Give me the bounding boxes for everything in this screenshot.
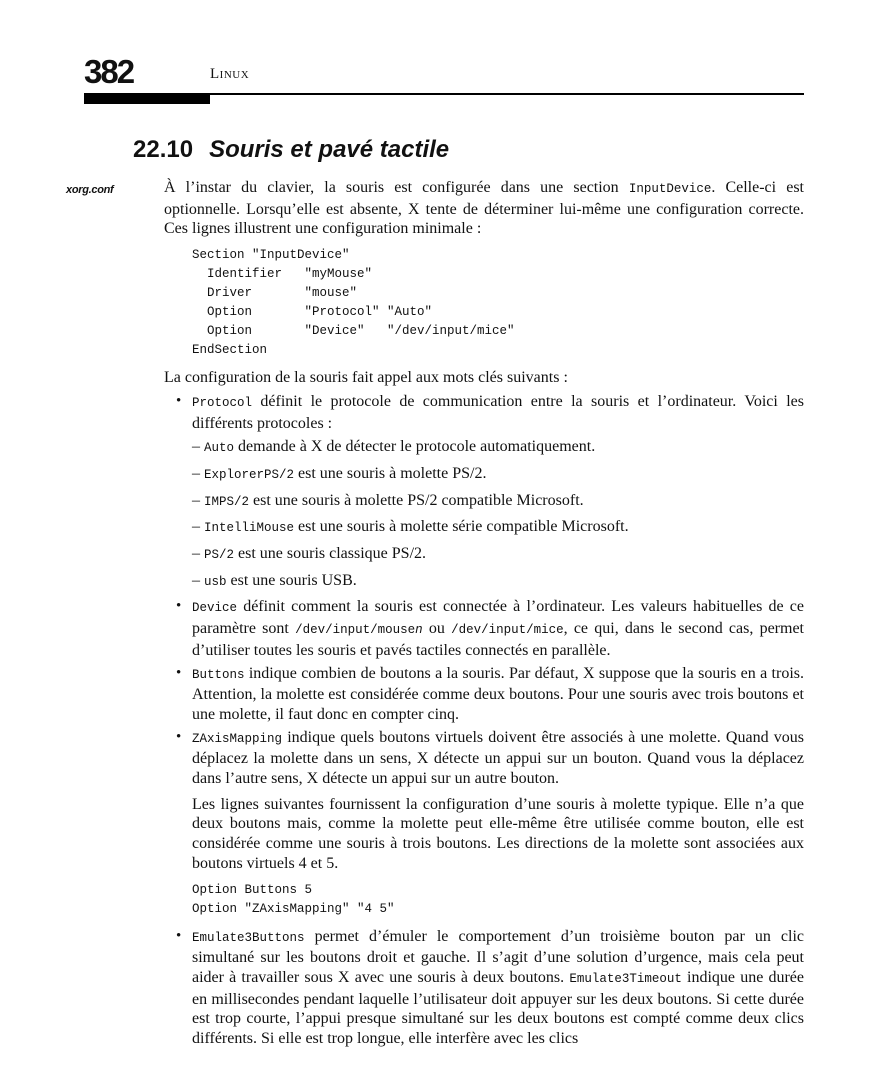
list-item: – Auto demande à X de détecter le protocole automatiquement. bbox=[192, 438, 596, 456]
inline-code: InputDevice bbox=[628, 182, 712, 196]
header-rule-tab bbox=[84, 95, 210, 104]
list-item-text bbox=[192, 927, 804, 1049]
list-item-zaxismapping bbox=[164, 728, 804, 919]
inline-code: Emulate3Timeout bbox=[569, 971, 682, 986]
intro-text: . Celle-ci est optionnelle. Lorsqu’elle est absente, X tente de déterminer lui-même une configuration correcte. Ces lignes illustrent une configuration minimale : bbox=[164, 179, 804, 238]
section-number: 22.10 bbox=[133, 136, 194, 163]
list-item-text bbox=[192, 728, 804, 789]
inline-code: usb bbox=[204, 574, 227, 589]
protocol-options bbox=[192, 437, 804, 592]
item-text: indique une durée en millisecondes pendant laquelle l’utilisateur doit appuyer sur les deux boutons. Si cette durée est trop courte, l’appui presque simultané sur les deux boutons est compté comme deux clics différents. Si elle est trop longue, elle interfère avec les clics bbox=[192, 968, 805, 1048]
item-text: définit comment la souris est connectée à l’ordinateur. Les valeurs habituelles de ce paramètre sont bbox=[192, 598, 804, 638]
code-block-config: Section "InputDevice" Identifier "myMouse" Driver "mouse" Option "Protocol" "Auto" Option "Device" "/dev/input/mice" EndSection bbox=[192, 248, 515, 358]
inline-code: ZAxisMapping bbox=[192, 731, 283, 746]
inline-code: IntelliMouse bbox=[204, 521, 295, 536]
intro-paragraph bbox=[164, 178, 804, 239]
list-item-text bbox=[192, 392, 804, 433]
keyword-list bbox=[164, 392, 804, 1049]
inline-code: Protocol bbox=[192, 395, 253, 410]
zaxis-example-paragraph: Les lignes suivantes fournissent la configuration d’une souris à molette typique. Elle n’a que deux boutons mais, comme la molette peut elle-même être utilisée comme bouton, elle est considérée comme une souris à trois boutons. Les directions de la molette sont associées aux boutons virtuels 4 et 5. bbox=[192, 795, 804, 872]
item-text: est une souris à molette PS/2 compatible Microsoft. bbox=[249, 491, 584, 509]
inline-code: Auto bbox=[204, 441, 235, 456]
list-item-buttons bbox=[164, 664, 804, 725]
list-intro: La configuration de la souris fait appel aux mots clés suivants : bbox=[164, 369, 568, 387]
item-text: est une souris à molette série compatible Microsoft. bbox=[294, 518, 629, 536]
list-item-text bbox=[192, 597, 804, 660]
item-text: permet d’émuler le comportement d’un troisième bouton par un clic simultané sur les boutons droit et gauche. Il s’agit d’une solution d’urgence, mais cela peut aider à travailler sous X avec une souris à deux boutons. bbox=[192, 927, 804, 986]
inline-code-italic: n bbox=[415, 623, 423, 638]
inline-code: /dev/input/mice bbox=[451, 623, 564, 638]
list-item: – ExplorerPS/2 est une souris à molette PS/2. bbox=[192, 464, 487, 482]
body-text bbox=[164, 178, 804, 1052]
list-item-protocol bbox=[164, 392, 804, 593]
inline-code: IMPS/2 bbox=[204, 494, 250, 509]
section-title-text: Souris et pavé tactile bbox=[209, 136, 450, 163]
item-text: indique quels boutons virtuels doivent être associés à une molette. Quand vous déplacez la molette dans un sens, X détecte un appui sur un bouton. Quand vous la déplacez dans l’autre sens, X détecte un appui sur un autre bouton. bbox=[192, 728, 804, 788]
item-text: indique combien de boutons a la souris. Par défaut, X suppose que la souris en a trois. Attention, la molette est considérée comme deux boutons. Pour une souris avec trois boutons et une molette, il faut donc en compter cinq. bbox=[192, 664, 804, 723]
list-item: – usb est une souris USB. bbox=[192, 571, 357, 589]
page-number: 382 bbox=[84, 53, 134, 90]
inline-code: Buttons bbox=[192, 667, 245, 682]
item-text: ou bbox=[422, 620, 452, 638]
list-item: – PS/2 est une souris classique PS/2. bbox=[192, 545, 427, 563]
item-text: demande à X de détecter le protocole automatiquement. bbox=[234, 438, 596, 456]
section-title bbox=[133, 135, 449, 165]
inline-code: PS/2 bbox=[204, 548, 235, 563]
inline-code: ExplorerPS/2 bbox=[204, 467, 295, 482]
list-item-device bbox=[164, 597, 804, 660]
item-text: est une souris à molette PS/2. bbox=[294, 464, 487, 482]
inline-code: Device bbox=[192, 601, 238, 616]
list-item: – IntelliMouse est une souris à molette série compatible Microsoft. bbox=[192, 518, 629, 536]
item-text: , ce qui, dans le second cas, permet d’utiliser toutes les souris et pavés tactiles connectés en parallèle. bbox=[192, 620, 804, 659]
item-text: est une souris USB. bbox=[226, 571, 357, 589]
code-block-zaxis: Option Buttons 5 Option "ZAxisMapping" "4 5" bbox=[192, 882, 395, 916]
inline-code: Emulate3Buttons bbox=[192, 930, 305, 945]
intro-text: À l’instar du clavier, la souris est configurée dans une section bbox=[164, 179, 629, 196]
list-item-emulate3buttons bbox=[164, 927, 804, 1049]
margin-note: xorg.conf bbox=[66, 184, 114, 196]
list-item-text bbox=[192, 664, 804, 725]
item-text: définit le protocole de communication entre la souris et l’ordinateur. Voici les différents protocoles : bbox=[192, 392, 804, 432]
inline-code: /dev/input/mouse bbox=[295, 623, 416, 638]
list-item: – IMPS/2 est une souris à molette PS/2 compatible Microsoft. bbox=[192, 491, 584, 509]
running-head: Linux bbox=[210, 66, 250, 82]
item-text: est une souris classique PS/2. bbox=[234, 545, 427, 563]
